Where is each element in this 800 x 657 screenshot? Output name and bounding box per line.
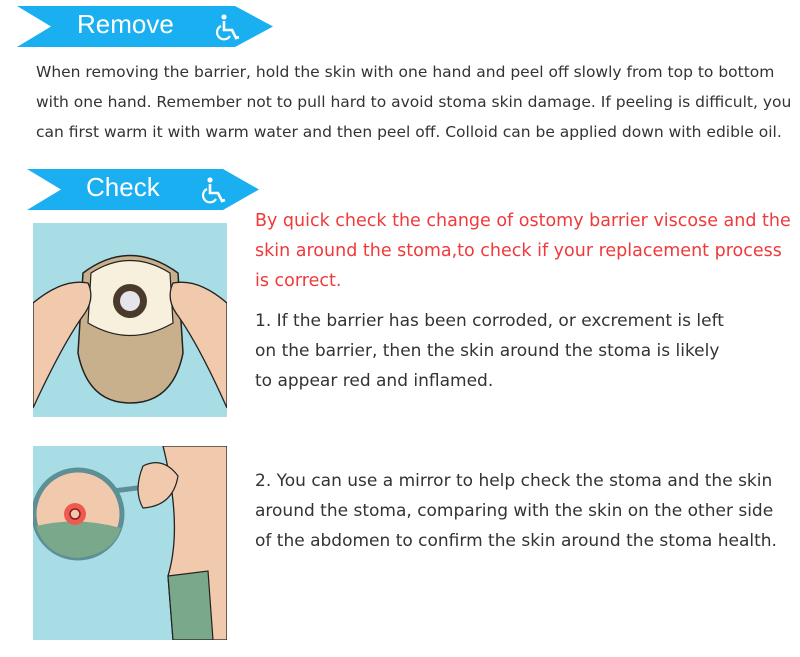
wheelchair-icon (215, 14, 241, 42)
remove-section-banner (17, 6, 273, 47)
text-line: around the stoma, comparing with the skin on the other side (255, 501, 774, 521)
check-item-1 (255, 306, 724, 396)
check-section-banner (27, 169, 259, 210)
text-line: 1. If the barrier has been corroded, or excrement is left (255, 311, 724, 331)
text-line: When removing the barrier, hold the skin with one hand and peel off slowly from top to bottom (36, 63, 775, 81)
text-line: By quick check the change of ostomy barrier viscose and the (255, 211, 791, 231)
text-line: with one hand. Remember not to pull hard to avoid stoma skin damage. If peeling is difficult, you (36, 93, 792, 111)
wheelchair-icon (201, 177, 227, 205)
remove-title: Remove (77, 9, 174, 39)
remove-instructions (36, 57, 791, 147)
check-intro (255, 206, 791, 296)
barrier-inspection-illustration (33, 223, 227, 417)
check-title: Check (86, 172, 160, 202)
text-line: on the barrier, then the skin around the stoma is likely (255, 341, 720, 361)
text-line: 2. You can use a mirror to help check the stoma and the skin (255, 471, 773, 491)
text-line: skin around the stoma,to check if your replacement process (255, 241, 782, 261)
text-line: to appear red and inflamed. (255, 371, 494, 391)
text-line: of the abdomen to confirm the skin around the stoma health. (255, 531, 777, 551)
check-item-2 (255, 466, 777, 556)
mirror-check-illustration (33, 446, 227, 640)
text-line: can first warm it with warm water and then peel off. Colloid can be applied down with edible oil. (36, 123, 782, 141)
text-line: is correct. (255, 271, 342, 291)
